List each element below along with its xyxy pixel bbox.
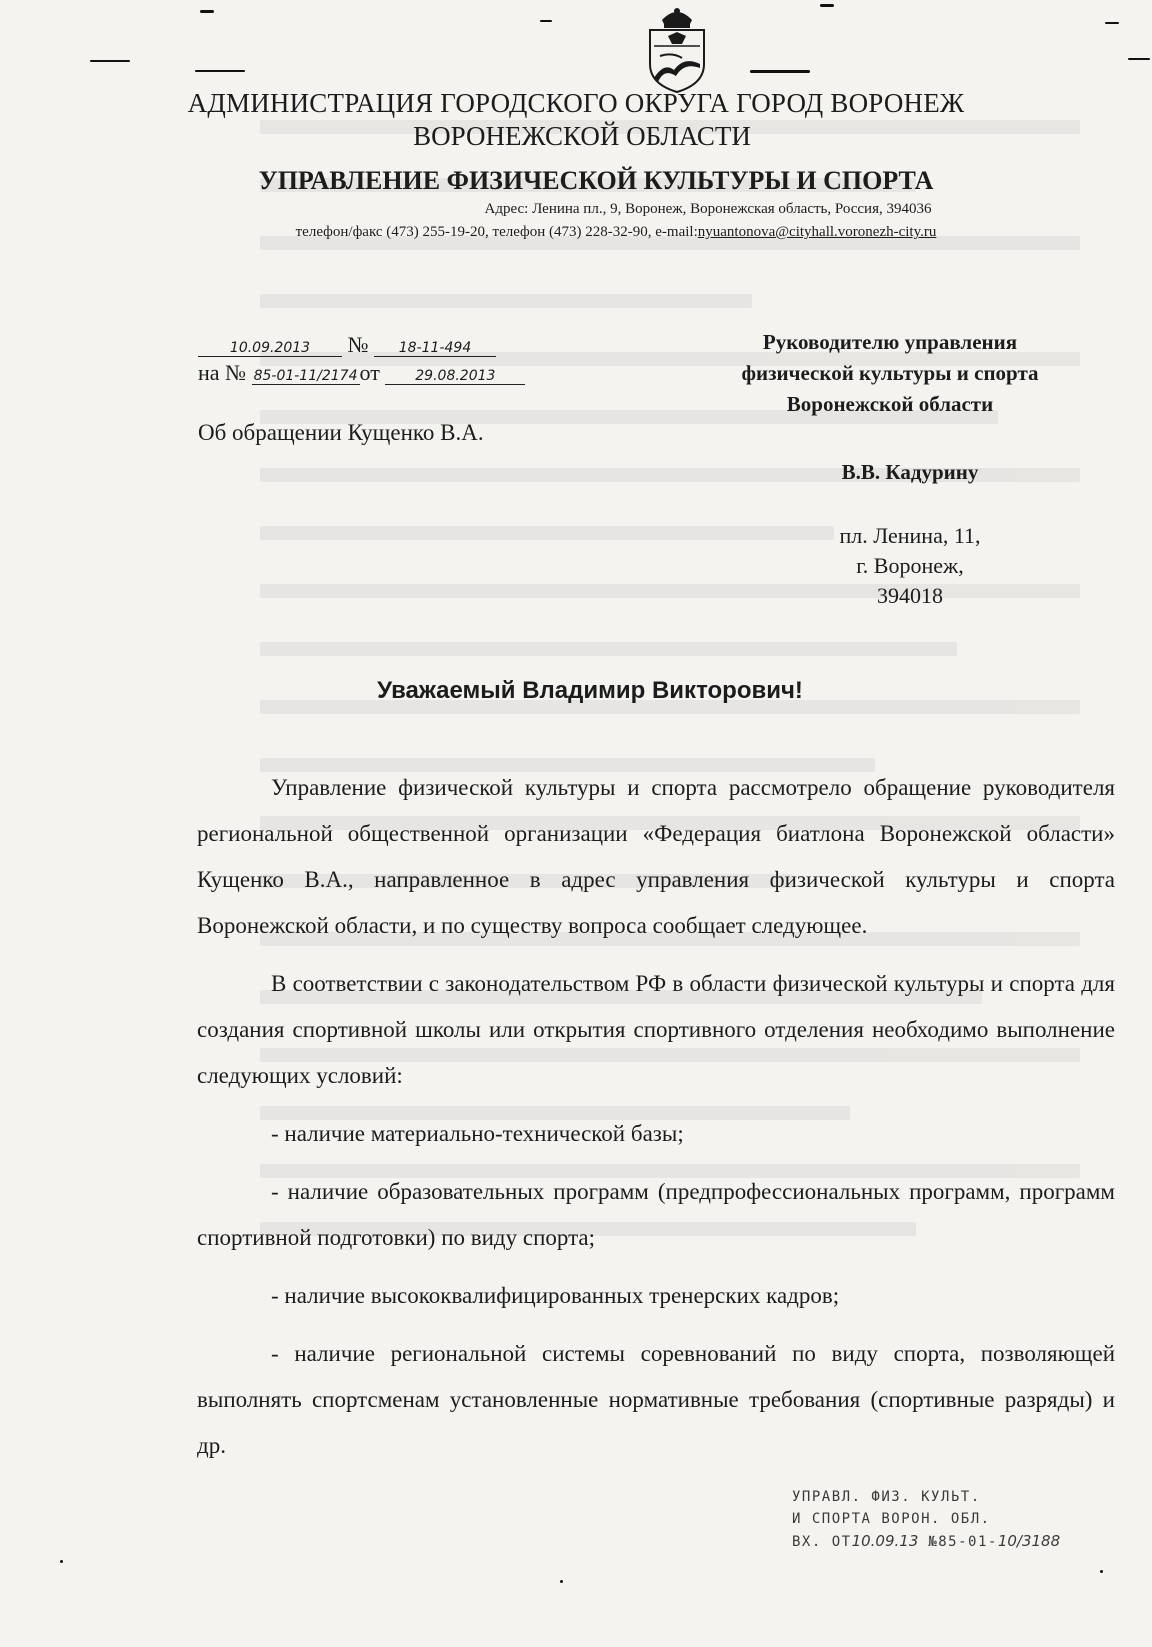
scan-mark bbox=[1128, 58, 1150, 60]
header-region: ВОРОНЕЖСКОЙ ОБЛАСТИ bbox=[413, 121, 751, 151]
addressee-postcode: 394018 bbox=[877, 583, 943, 608]
stamp-date: 10.09.13 bbox=[851, 1532, 919, 1550]
letter-subject: Об обращении Кущенко В.А. bbox=[198, 420, 484, 445]
incoming-registration-stamp bbox=[792, 1486, 1060, 1553]
scan-mark bbox=[560, 1580, 563, 1583]
stamp-mid: №85-01- bbox=[918, 1534, 998, 1550]
addressee-name: В.В. Кадурину bbox=[841, 460, 979, 484]
reply-reference-line bbox=[198, 360, 525, 386]
from-label: от bbox=[359, 360, 380, 385]
stamp-line: И СПОРТА ВОРОН. ОБЛ. bbox=[792, 1511, 991, 1527]
stamp-number: 10/3188 bbox=[997, 1532, 1061, 1550]
scan-mark bbox=[540, 20, 552, 22]
letter-body bbox=[197, 765, 1115, 1481]
header-contacts bbox=[40, 224, 1152, 241]
condition-item: - наличие высококвалифицированных тренерских кадров; bbox=[271, 1283, 840, 1308]
coat-of-arms-icon bbox=[640, 2, 714, 94]
addressee-line: Руководителю управления bbox=[762, 330, 1018, 354]
header-department: УПРАВЛЕНИЕ ФИЗИЧЕСКОЙ КУЛЬТУРЫ И СПОРТА bbox=[258, 166, 934, 195]
scan-mark bbox=[195, 70, 245, 72]
addressee-postal-address bbox=[790, 521, 1030, 611]
scan-mark bbox=[750, 70, 810, 73]
addressee-title bbox=[700, 327, 1080, 420]
scan-mark bbox=[90, 60, 130, 62]
addressee-street: пл. Ленина, 11, bbox=[839, 523, 981, 548]
header-administration: АДМИНИСТРАЦИЯ ГОРОДСКОГО ОКРУГА ГОРОД ВОРОНЕЖ bbox=[187, 88, 965, 118]
body-paragraph: Управление физической культуры и спорта рассмотрело обращение руководителя региональной общественной организации «Федерация биатлона Воронежской области» Кущенко В.А., направленное в адрес управления физической культуры и спорта Воронежской области, и по существу вопроса сообщает следующее. bbox=[197, 775, 1115, 938]
salutation: Уважаемый Владимир Викторович! bbox=[377, 677, 803, 704]
condition-item: - наличие образовательных программ (предпрофессиональных программ, программ спортивной подготовки) по виду спорта; bbox=[197, 1179, 1115, 1250]
scan-mark bbox=[1100, 1570, 1103, 1573]
scan-mark bbox=[820, 4, 834, 7]
email-link[interactable]: nyuantonova@cityhall.voronezh-city.ru bbox=[697, 224, 937, 240]
scan-mark bbox=[1105, 22, 1119, 24]
addressee-line: Воронежской области bbox=[786, 392, 994, 416]
stamp-line: УПРАВЛ. ФИЗ. КУЛЬТ. bbox=[792, 1489, 981, 1505]
scan-mark bbox=[60, 1560, 63, 1563]
outgoing-date: 10.09.2013 bbox=[198, 340, 342, 357]
outgoing-number: 18-11-494 bbox=[374, 340, 496, 357]
addressee-city: г. Воронеж, bbox=[856, 553, 964, 578]
number-label: № bbox=[347, 332, 369, 357]
reply-date: 29.08.2013 bbox=[385, 368, 525, 385]
condition-item: - наличие региональной системы соревнований по виду спорта, позволяющей выполнять спортсменам установленные нормативные требования (спортивные разряды) и др. bbox=[197, 1341, 1115, 1458]
registration-line bbox=[198, 332, 496, 358]
scan-mark bbox=[200, 10, 214, 13]
stamp-line bbox=[792, 1530, 1060, 1553]
condition-item: - наличие материально-технической базы; bbox=[271, 1121, 684, 1146]
reply-number: 85-01-11/2174 bbox=[252, 368, 360, 385]
body-paragraph: В соответствии с законодательством РФ в области физической культуры и спорта для создания спортивной школы или открытия спортивного отделения необходимо выполнение следующих условий: bbox=[197, 971, 1115, 1088]
contacts-text: телефон/факс (473) 255-19-20, телефон (473) 228-32-90, e-mail: bbox=[295, 224, 698, 240]
header-address: Адрес: Ленина пл., 9, Воронеж, Воронежская область, Россия, 394036 bbox=[484, 201, 932, 217]
stamp-prefix: ВХ. ОТ bbox=[792, 1534, 852, 1550]
reply-prefix: на № bbox=[198, 360, 247, 385]
addressee-line: физической культуры и спорта bbox=[741, 361, 1039, 385]
